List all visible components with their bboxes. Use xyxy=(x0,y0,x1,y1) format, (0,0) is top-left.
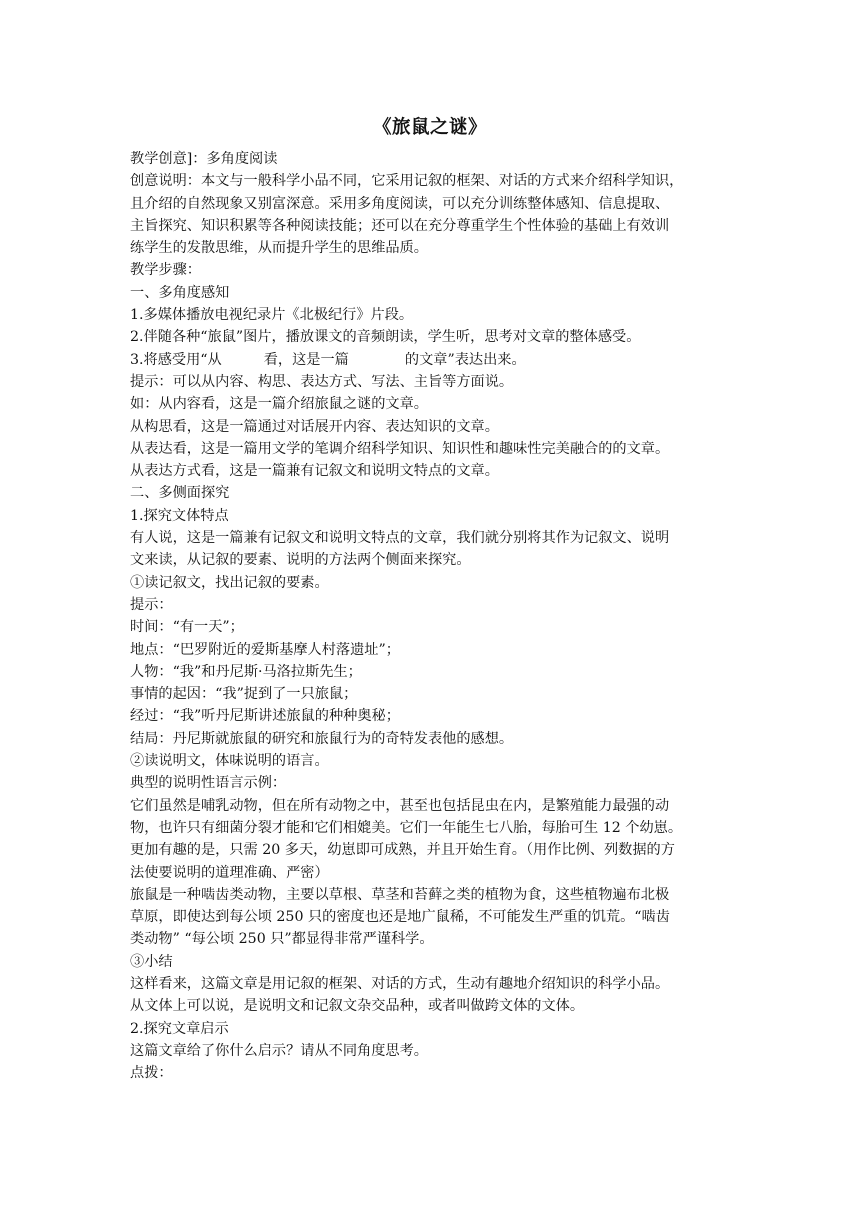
body-line: 1.探究文体特点 xyxy=(130,507,229,524)
body-line: ③小结 xyxy=(130,953,173,970)
fill-blank-part-b: 看，这是一篇 xyxy=(263,351,349,368)
body-line: 主旨探究、知识积累等各种阅读技能；还可以在充分尊重学生个性体验的基础上有效训 xyxy=(130,217,670,234)
body-line: 物，也许只有细菌分裂才能和它们相媲美。它们一年能生七八胎，每胎可生 12 个幼崽。 xyxy=(130,819,683,836)
body-line: 法使要说明的道理准确、严密） xyxy=(130,864,329,881)
body-line: 时间：“有一天”； xyxy=(130,619,244,636)
body-line: 从文体上可以说，是说明文和记叙文杂交品种，或者叫做跨文体的文体。 xyxy=(130,998,585,1015)
body-line: 旅鼠是一种啮齿类动物，主要以草根、草茎和苔藓之类的植物为食，这些植物遍布北极 xyxy=(130,886,670,903)
body-line: ②读说明文，体味说明的语言。 xyxy=(130,753,329,770)
section-heading: 一、多角度感知 xyxy=(130,284,230,301)
body-line: 文来读，从记叙的要素、说明的方法两个侧面来探究。 xyxy=(130,552,471,569)
body-line: 创意说明：本文与一般科学小品不同，它采用记叙的框架、对话的方式来介绍科学知识， xyxy=(130,173,684,190)
body-line: 如：从内容看，这是一篇介绍旅鼠之谜的文章。 xyxy=(130,396,428,413)
body-line: 2.伴随各种“旅鼠”图片，播放课文的音频朗读，学生听，思考对文章的整体感受。 xyxy=(130,329,641,346)
body-line: 从表达看，这是一篇用文学的笔调介绍科学知识、知识性和趣味性完美融合的的文章。 xyxy=(130,440,670,457)
section-heading: 二、多侧面探究 xyxy=(130,485,230,502)
body-line: 从构思看，这是一篇通过对话展开内容、表达知识的文章。 xyxy=(130,418,499,435)
body-line: 更加有趣的是，只需 20 多天，幼崽即可成熟，并且开始生育。（用作比例、列数据的方 xyxy=(130,842,675,859)
document-title: 《旅鼠之谜》 xyxy=(372,117,487,138)
fill-blank-part-c: 的文章”表达出来。 xyxy=(404,351,526,368)
body-line: 结局：丹尼斯就旅鼠的研究和旅鼠行为的奇特发表他的感想。 xyxy=(130,730,514,747)
body-line-fill-blank xyxy=(130,349,734,371)
body-line: 教学创意]：多角度阅读 xyxy=(130,151,278,167)
body-line: 且介绍的自然现象又别富深意。采用多角度阅读，可以充分训练整体感知、信息提取、 xyxy=(130,195,670,212)
body-line: 有人说，这是一篇兼有记叙文和说明文特点的文章，我们就分别将其作为记叙文、说明 xyxy=(130,530,670,547)
fill-blank-part-a: 3.将感受用“从 xyxy=(130,351,222,368)
body-line: 经过：“我”听丹尼斯讲述旅鼠的种种奥秘； xyxy=(130,708,400,725)
body-line: 这样看来，这篇文章是用记叙的框架、对话的方式，生动有趣地介绍知识的科学小品。 xyxy=(130,975,670,992)
body-line: 人物：“我”和丹尼斯·马洛拉斯先生； xyxy=(130,663,362,680)
body-line: ①读记叙文，找出记叙的要素。 xyxy=(130,574,329,591)
body-line: 这篇文章给了你什么启示？请从不同角度思考。 xyxy=(130,1042,428,1059)
body-line: 1.多媒体播放电视纪录片《北极纪行》片段。 xyxy=(130,307,414,324)
body-line: 类动物” “每公顷 250 只”都显得非常严谨科学。 xyxy=(130,931,434,948)
body-line: 提示：可以从内容、构思、表达方式、写法、主旨等方面说。 xyxy=(130,373,514,390)
body-line: 草原，即使达到每公顷 250 只的密度也还是地广鼠稀，不可能发生严重的饥荒。“啮齿 xyxy=(130,909,670,926)
document-body xyxy=(130,148,734,1084)
body-line: 地点：“巴罗附近的爱斯基摩人村落遗址”； xyxy=(130,641,400,658)
body-line: 2.探究文章启示 xyxy=(130,1020,229,1037)
body-line: 点拨： xyxy=(130,1065,173,1082)
body-line: 练学生的发散思维，从而提升学生的思维品质。 xyxy=(130,240,428,257)
body-line: 教学步骤： xyxy=(130,262,201,279)
body-line: 提示： xyxy=(130,596,173,613)
body-line: 典型的说明性语言示例： xyxy=(130,775,287,792)
body-line: 从表达方式看，这是一篇兼有记叙文和说明文特点的文章。 xyxy=(130,463,499,480)
body-line: 事情的起因：“我”捉到了一只旅鼠； xyxy=(130,686,358,703)
body-line: 它们虽然是哺乳动物，但在所有动物之中，甚至也包括昆虫在内，是繁殖能力最强的动 xyxy=(130,797,670,814)
